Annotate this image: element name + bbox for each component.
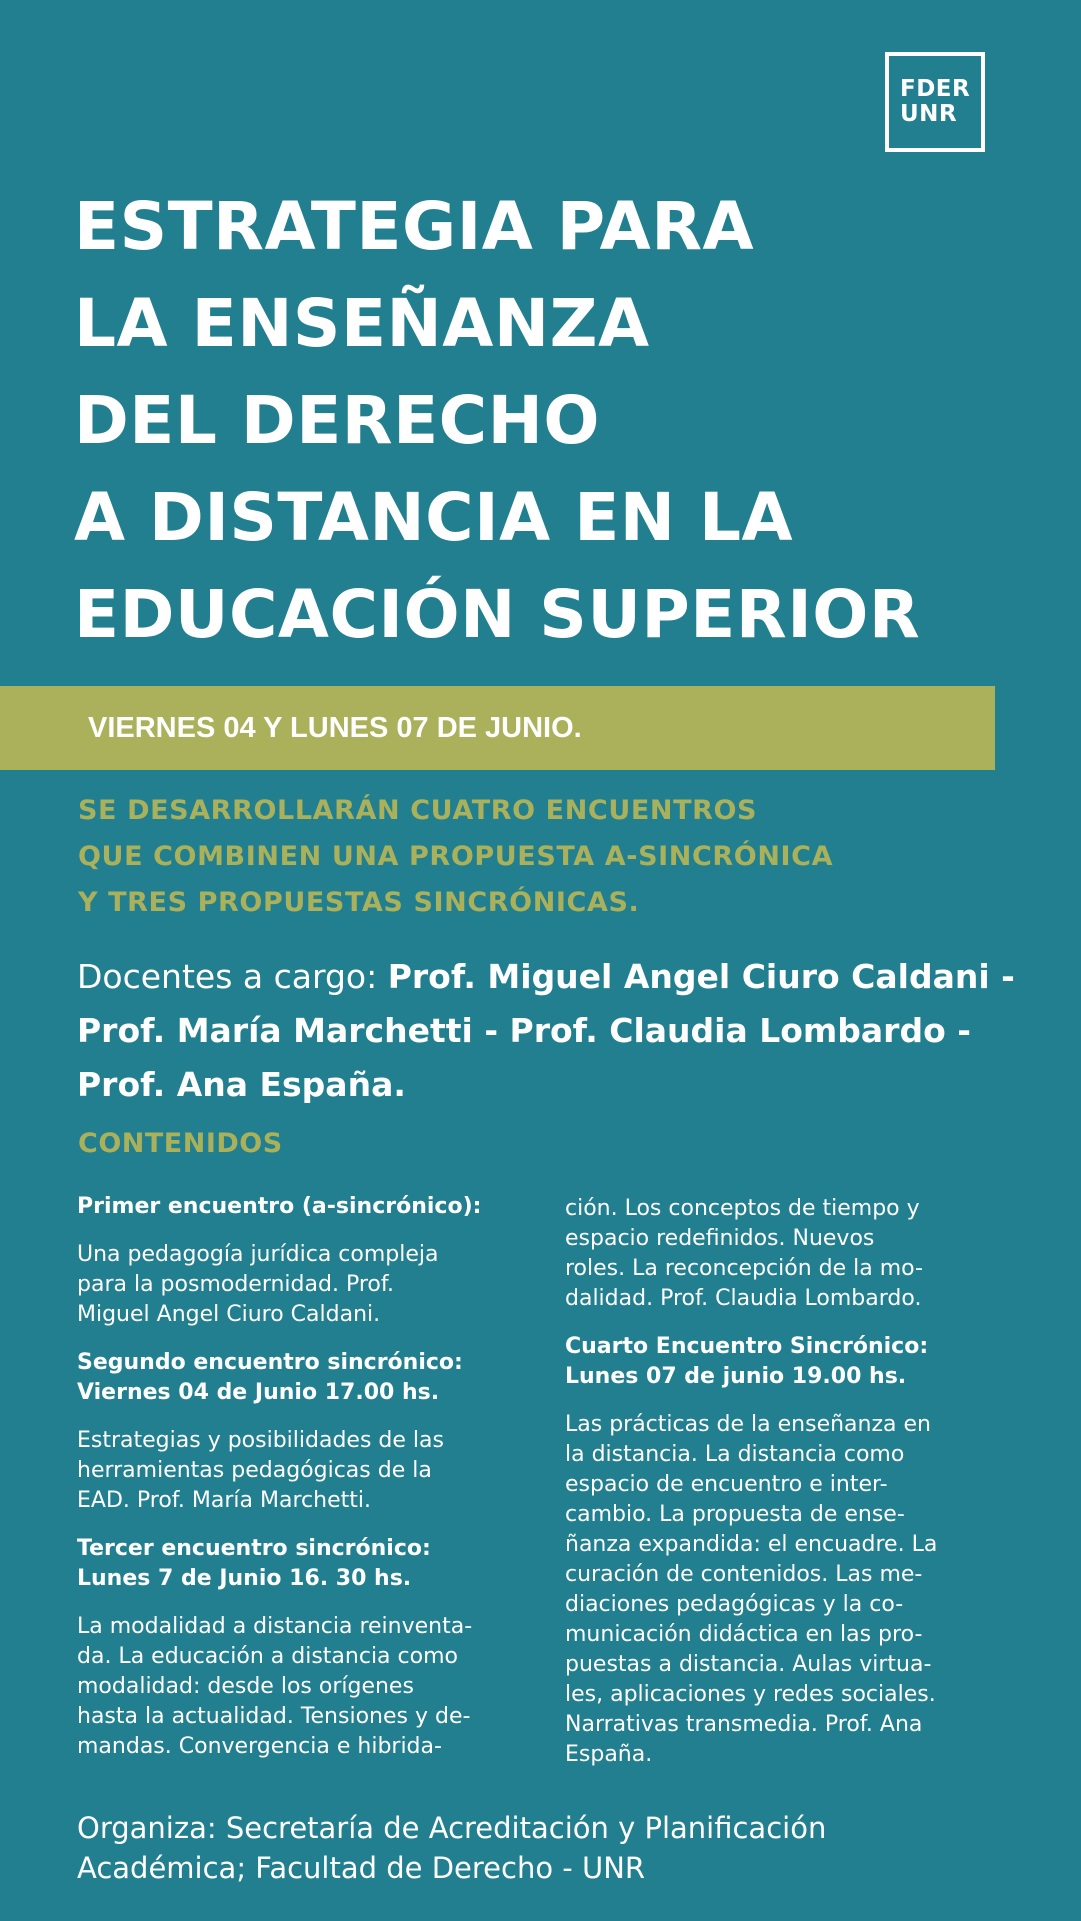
logo-line-1: FDER	[900, 76, 971, 102]
first-meeting-text: Una pedagogía jurídica compleja para la posmodernidad. Prof. Miguel Angel Ciuro Caldani.	[77, 1242, 439, 1327]
intro-text: SE DESARROLLARÁN CUATRO ENCUENTROS QUE COMBINEN UNA PROPUESTA A-SINCRÓNICA Y TRES PROPUESTAS SINCRÓNICAS.	[78, 795, 834, 918]
date-banner	[0, 686, 995, 770]
fourth-meeting-title: Cuarto Encuentro Sincrónico: Lunes 07 de junio 19.00 hs.	[565, 1334, 929, 1389]
page-title: ESTRATEGIA PARA LA ENSEÑANZA DEL DERECHO A DISTANCIA EN LA EDUCACIÓN SUPERIOR	[74, 188, 921, 653]
teachers-text	[77, 950, 1017, 1112]
contents-left-column	[77, 1192, 547, 1780]
teachers-label: Docentes a cargo:	[77, 957, 388, 996]
third-meeting-text: La modalidad a distancia reinventa- da. La educación a distancia como modalidad: desde los orígenes hasta la actualidad. Tensiones y de- mandas. Convergencia e hibrida-	[77, 1614, 473, 1759]
second-meeting-title: Segundo encuentro sincrónico: Viernes 04 de Junio 17.00 hs.	[77, 1350, 463, 1405]
fder-unr-logo	[885, 52, 985, 152]
third-meeting-text-continued: ción. Los conceptos de tiempo y espacio redefinidos. Nuevos roles. La reconcepción de la mo- dalidad. Prof. Claudia Lombardo.	[565, 1196, 923, 1311]
first-meeting-title: Primer encuentro (a-sincrónico):	[77, 1194, 482, 1219]
contents-heading: CONTENIDOS	[78, 1128, 283, 1159]
second-meeting-text: Estrategias y posibilidades de las herramientas pedagógicas de la EAD. Prof. María Marchetti.	[77, 1428, 444, 1513]
fourth-meeting-text: Las prácticas de la enseñanza en la distancia. La distancia como espacio de encuentro e inter- cambio. La propuesta de ense- ñanza expandida: el encuadre. La curación de contenidos. Las me- diaciones pedagógicas y la co- municación didáctica en las pro- puestas a distancia. Aulas virtua- les, aplicaciones y redes sociales. Narrativas transmedia. Prof. Ana España.	[565, 1412, 938, 1767]
logo-line-2: UNR	[900, 101, 958, 127]
teachers-names: Prof. Miguel Angel Ciuro Caldani - Prof. María Marchetti - Prof. Claudia Lombardo - Prof. Ana España.	[77, 957, 1015, 1104]
contents-right-column	[565, 1194, 1005, 1788]
third-meeting-title: Tercer encuentro sincrónico: Lunes 7 de Junio 16. 30 hs.	[77, 1536, 431, 1591]
organizer-text: Organiza: Secretaría de Acreditación y Planificación Académica; Facultad de Derecho - UNR	[77, 1811, 827, 1885]
date-text: VIERNES 04 Y LUNES 07 DE JUNIO.	[88, 711, 582, 744]
